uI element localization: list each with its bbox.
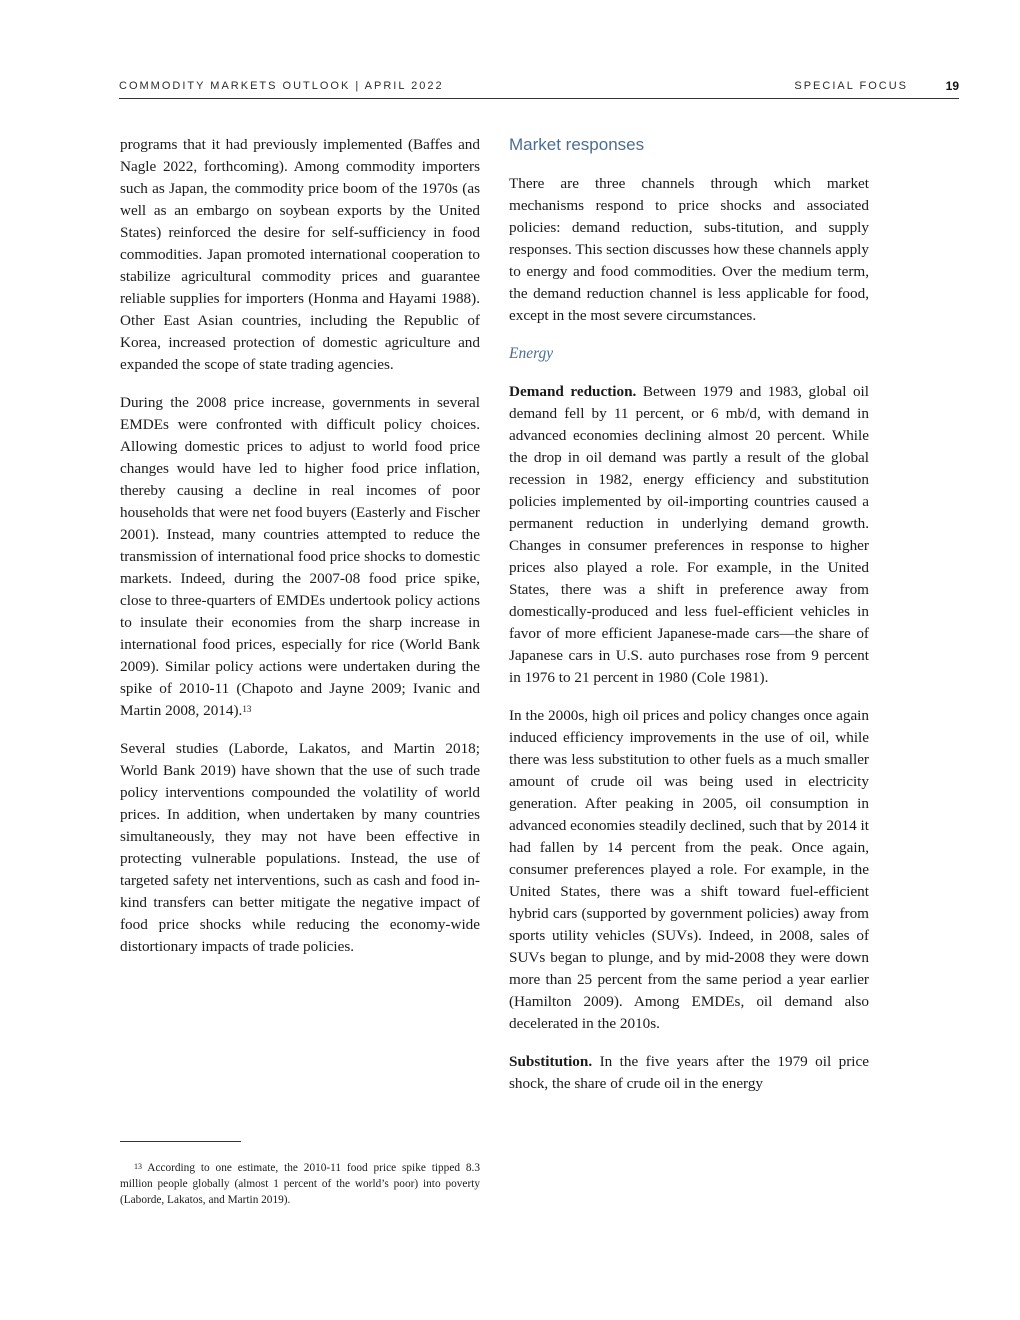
footnote [120,1160,480,1208]
paragraph-demand-reduction [509,381,869,689]
paragraph-text: Between 1979 and 1983, global oil demand fell by 11 percent, or 6 mb/d, with demand in advanced economies declining almost 20 percent. While the drop in oil demand was partly a result of the global recession in 1982, energy efficiency and substitution policies implemented by oil-importing countries caused a permanent reduction in underlying demand growth. Changes in consumer preferences in response to higher prices also played a role. For example, in the United States, there was a shift in preference away from domestically-produced and less fuel-efficient vehicles in favor of more efficient Japanese-made cars—the share of Japanese cars in U.S. auto purchases rose from 9 percent in 1976 to 21 percent in 1980 (Cole 1981). [509,383,869,686]
run-in-heading: Substitution. [509,1053,593,1070]
paragraph-several-studies: Several studies (Laborde, Lakatos, and Martin 2018; World Bank 2019) have shown that the use of such trade policy interventions compounded the volatility of world prices. In addition, when undertaken by many countries simultaneously, they may not have been effective in protecting vulnerable populations. Instead, the use of targeted safety net interventions, such as cash and food in-kind transfers can better mitigate the negative impact of food price shocks while reducing the economy-wide distortionary impacts of trade policies. [120,740,480,955]
section-label: SPECIAL FOCUS [794,80,908,92]
paragraph-2000s: In the 2000s, high oil prices and policy changes once again induced efficiency improvements in the use of oil, while there was less substitution to other fuels as a much smaller amount of crude oil was being used in electricity generation. After peaking in 2005, oil consumption in advanced economies steadily declined, such that by 2014 it had fallen by 14 percent from the peak. Once again, consumer preferences played a role. For example, in the United States, there was a shift toward fuel-efficient hybrid cars (supported by government policies) away from sports utility vehicles (SUVs). Indeed, in 2008, sales of SUVs began to plunge, and by mid-2008 they were down more than 25 percent from the same period a year earlier (Hamilton 2009). Among EMDEs, oil demand also decelerated in the 2010s. [509,707,869,1032]
publication-title: COMMODITY MARKETS OUTLOOK | APRIL 2022 [119,80,444,92]
run-in-heading: Demand reduction. [509,383,637,400]
paragraph-2008-price-increase [120,392,480,722]
paragraph-intro: There are three channels through which market mechanisms respond to price shocks and associated policies: demand reduction, subs-titution, and supply responses. This section discusses how these channels apply to energy and food commodities. Over the medium term, the demand reduction channel is less applicable for food, except in the most severe circumstances. [509,175,869,324]
page-header [119,78,959,99]
footnote-number: 13 [134,1162,142,1171]
subheading-energy: Energy [509,345,554,362]
paragraph-text: During the 2008 price increase, governments in several EMDEs were confronted with difficult policy choices. Allowing domestic prices to adjust to world food price changes would have led to higher food price inflation, thereby causing a decline in real incomes of poor households that were net food buyers (Easterly and Fischer 2001). Instead, many countries attempted to reduce the transmission of international food price shocks to domestic markets. Indeed, during the 2007-08 food price spike, close to three-quarters of EMDEs undertook policy actions to insulate their economies from the sharp increase in international food prices, especially for rice (World Bank 2009). Similar policy actions were undertaken during the spike of 2010-11 (Chapoto and Jayne 2009; Ivanic and Martin 2008, 2014). [120,394,480,719]
left-column [120,134,480,974]
paragraph-programs: programs that it had previously implemented (Baffes and Nagle 2022, forthcoming). Among commodity importers such as Japan, the commodity price boom of the 1970s (as well as an embargo on soybean exports by the United States) reinforced the desire for self-sufficiency in food commodities. Japan promoted international cooperation to stabilize agricultural commodity prices and guarantee reliable supplies for importers (Honma and Hayami 1988). Other East Asian countries, including the Republic of Korea, increased protection of domestic agriculture and expanded the scope of state trading agencies. [120,136,480,373]
page-number: 19 [945,79,959,93]
paragraph-text: In the five years after the 1979 oil price shock, the share of crude oil in the energy [509,1053,869,1092]
footnote-divider [120,1141,241,1142]
paragraph-substitution [509,1051,869,1095]
footnote-marker[interactable]: 13 [242,704,252,714]
footnote-text: According to one estimate, the 2010-11 food price spike tipped 8.3 million people globally (almost 1 percent of the world’s poor) into poverty (Laborde, Lakatos, and Martin 2019). [120,1162,481,1206]
right-column [509,134,869,1111]
section-heading: Market responses [509,135,645,154]
